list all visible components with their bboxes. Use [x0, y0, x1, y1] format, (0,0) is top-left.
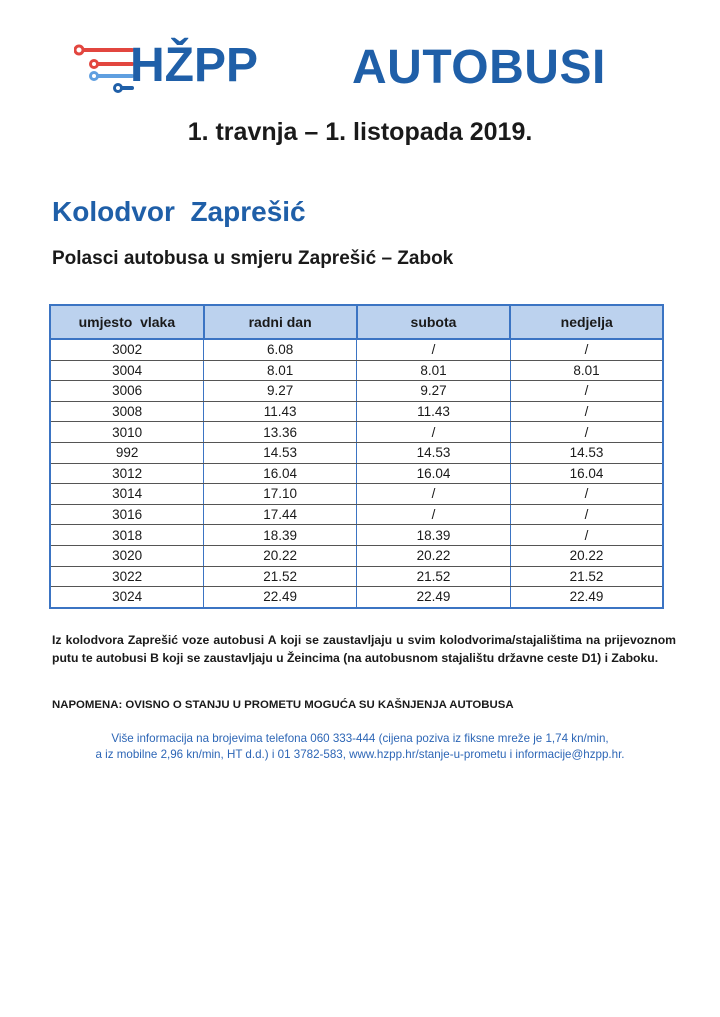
- cell-weekday: 9.27: [204, 381, 357, 402]
- cell-sunday: 20.22: [510, 545, 662, 566]
- cell-sunday: /: [510, 401, 662, 422]
- delay-warning: NAPOMENA: OVISNO O STANJU U PROMETU MOGUĆA SU KAŠNJENJA AUTOBUSA: [52, 699, 514, 711]
- train-circuit-icon: [74, 40, 136, 96]
- column-header-train: umjesto vlaka: [51, 306, 204, 339]
- cell-saturday: /: [357, 504, 511, 525]
- cell-weekday: 13.36: [204, 422, 357, 443]
- cell-weekday: 8.01: [204, 360, 357, 381]
- cell-weekday: 22.49: [204, 587, 357, 607]
- cell-saturday: 8.01: [357, 360, 511, 381]
- cell-sunday: /: [510, 339, 662, 360]
- table-row: [51, 525, 662, 546]
- table-row: [51, 401, 662, 422]
- cell-weekday: 21.52: [204, 566, 357, 587]
- cell-train: 3016: [51, 504, 204, 525]
- table-row: [51, 463, 662, 484]
- table-row: [51, 442, 662, 463]
- cell-train: 3006: [51, 381, 204, 402]
- cell-sunday: /: [510, 525, 662, 546]
- cell-saturday: /: [357, 422, 511, 443]
- service-description: Iz kolodvora Zaprešić voze autobusi A koji se zaustavljaju u svim kolodvorima/stajalištima na prijevoznom putu te autobusi B koji se zaustavljaju u Žeincima (na autobusnom stajalištu državne ceste D1) i Zaboku.: [52, 633, 676, 665]
- timetable-body: [51, 339, 662, 607]
- cell-train: 3024: [51, 587, 204, 607]
- cell-saturday: 16.04: [357, 463, 511, 484]
- cell-saturday: 11.43: [357, 401, 511, 422]
- timetable: [49, 304, 664, 609]
- cell-train: 3022: [51, 566, 204, 587]
- cell-sunday: 21.52: [510, 566, 662, 587]
- cell-sunday: /: [510, 381, 662, 402]
- table-row: [51, 360, 662, 381]
- station-name: Kolodvor Zaprešić: [52, 196, 306, 227]
- cell-sunday: 22.49: [569, 589, 604, 605]
- contact-info: [0, 731, 720, 762]
- cell-sunday: /: [510, 484, 662, 505]
- cell-train: 3012: [51, 463, 204, 484]
- cell-weekday: 18.39: [204, 525, 357, 546]
- hzpp-logo: [74, 40, 294, 96]
- cell-sunday: /: [510, 422, 662, 443]
- cell-saturday: /: [357, 339, 511, 360]
- cell-saturday: 21.52: [357, 566, 511, 587]
- cell-weekday: 6.08: [204, 339, 357, 360]
- column-header-weekday: radni dan: [204, 306, 357, 339]
- direction-subtitle: Polasci autobusa u smjeru Zaprešić – Zabok: [52, 248, 454, 269]
- table-row: [51, 587, 662, 607]
- cell-sunday: 8.01: [510, 360, 662, 381]
- cell-train: 3020: [51, 545, 204, 566]
- cell-train: 3014: [51, 484, 204, 505]
- column-header-sunday: nedjelja: [510, 306, 662, 339]
- cell-weekday: 17.44: [204, 504, 357, 525]
- cell-weekday: 11.43: [204, 401, 357, 422]
- cell-weekday: 20.22: [204, 545, 357, 566]
- cell-saturday: /: [357, 484, 511, 505]
- timetable-header-row: [51, 306, 662, 339]
- cell-saturday: 22.49: [357, 587, 511, 607]
- cell-sunday: /: [510, 504, 662, 525]
- page-title: AUTOBUSI: [352, 41, 606, 94]
- cell-weekday: 16.04: [204, 463, 357, 484]
- table-row: [51, 484, 662, 505]
- validity-period: 1. travnja – 1. listopada 2019.: [187, 118, 533, 146]
- table-row: [51, 339, 662, 360]
- cell-saturday: 9.27: [357, 381, 511, 402]
- table-row: [51, 545, 662, 566]
- cell-sunday: 14.53: [510, 442, 662, 463]
- cell-saturday: 14.53: [357, 442, 511, 463]
- table-row: [51, 422, 662, 443]
- cell-saturday: 18.39: [357, 525, 511, 546]
- table-row: [51, 504, 662, 525]
- cell-sunday: 16.04: [510, 463, 662, 484]
- cell-saturday: 20.22: [357, 545, 511, 566]
- logo-text: HŽPP: [130, 39, 259, 92]
- table-row: [51, 381, 662, 402]
- contact-info-line: Više informacija na brojevima telefona 060 333-444 (cijena poziva iz fiksne mreže je 1,74 kn/min,: [111, 732, 609, 745]
- cell-train: 3004: [51, 360, 204, 381]
- cell-train: 3008: [51, 401, 204, 422]
- cell-weekday: 14.53: [204, 442, 357, 463]
- table-row: [51, 566, 662, 587]
- cell-train: 3018: [51, 525, 204, 546]
- cell-train: 3010: [51, 422, 204, 443]
- cell-train: 3002: [51, 339, 204, 360]
- cell-train: 992: [51, 442, 204, 463]
- contact-info-line: a iz mobilne 2,96 kn/min, HT d.d.) i 01 3782-583, www.hzpp.hr/stanje-u-prometu i informacije@hzpp.hr.: [95, 747, 625, 761]
- cell-weekday: 17.10: [204, 484, 357, 505]
- column-header-saturday: subota: [357, 306, 511, 339]
